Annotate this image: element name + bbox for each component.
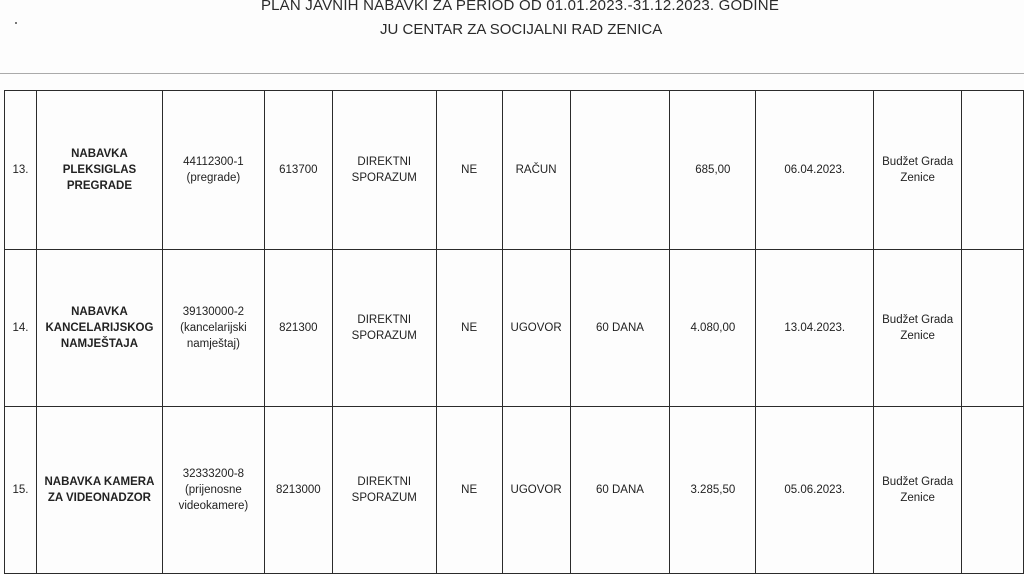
estimated-value: 3.285,50 [670,407,756,574]
row-number: 13. [5,91,37,250]
scan-speck [15,22,17,24]
procedure-type: DIREKTNI SPORAZUM [332,407,436,574]
contract-type: RAČUN [502,91,570,250]
item-name: NABAVKA KANCELARIJSKOG NAMJEŠTAJA [36,250,162,407]
contract-type: UGOVOR [502,250,570,407]
procedure-type: DIREKTNI SPORAZUM [332,91,436,250]
cpv-code: 32333200-8 (prijenosne videokamere) [162,407,264,574]
cpv-code: 39130000-2 (kancelarijski namještaj) [162,250,264,407]
table-row [5,407,1024,574]
framework-agreement: NE [436,250,502,407]
note [962,250,1024,407]
funding-source: Budžet Grada Zenice [874,91,962,250]
plan-title: PLAN JAVNIH NABAVKI ZA PERIOD OD 01.01.2023.-31.12.2023. GODINE [260,0,780,14]
duration: 60 DANA [570,250,670,407]
funding-source: Budžet Grada Zenice [874,407,962,574]
procurement-plan-table [4,90,1024,574]
duration [570,91,670,250]
contract-type: UGOVOR [502,407,570,574]
header-divider [0,73,1024,74]
procedure-type: DIREKTNI SPORAZUM [332,250,436,407]
planned-date: 06.04.2023. [756,91,874,250]
table-row [5,91,1024,250]
budget-account: 613700 [264,91,332,250]
budget-account: 821300 [264,250,332,407]
funding-source: Budžet Grada Zenice [874,250,962,407]
row-number: 15. [5,407,37,574]
row-number: 14. [5,250,37,407]
item-name: NABAVKA PLEKSIGLAS PREGRADE [36,91,162,250]
planned-date: 05.06.2023. [756,407,874,574]
budget-account: 8213000 [264,407,332,574]
item-name: NABAVKA KAMERA ZA VIDEONADZOR [36,407,162,574]
cpv-code: 44112300-1 (pregrade) [162,91,264,250]
note [962,91,1024,250]
planned-date: 13.04.2023. [756,250,874,407]
duration: 60 DANA [570,407,670,574]
estimated-value: 4.080,00 [670,250,756,407]
table-row [5,250,1024,407]
institution-name: JU CENTAR ZA SOCIJALNI RAD ZENICA [380,21,663,38]
note [962,407,1024,574]
estimated-value: 685,00 [670,91,756,250]
framework-agreement: NE [436,91,502,250]
framework-agreement: NE [436,407,502,574]
